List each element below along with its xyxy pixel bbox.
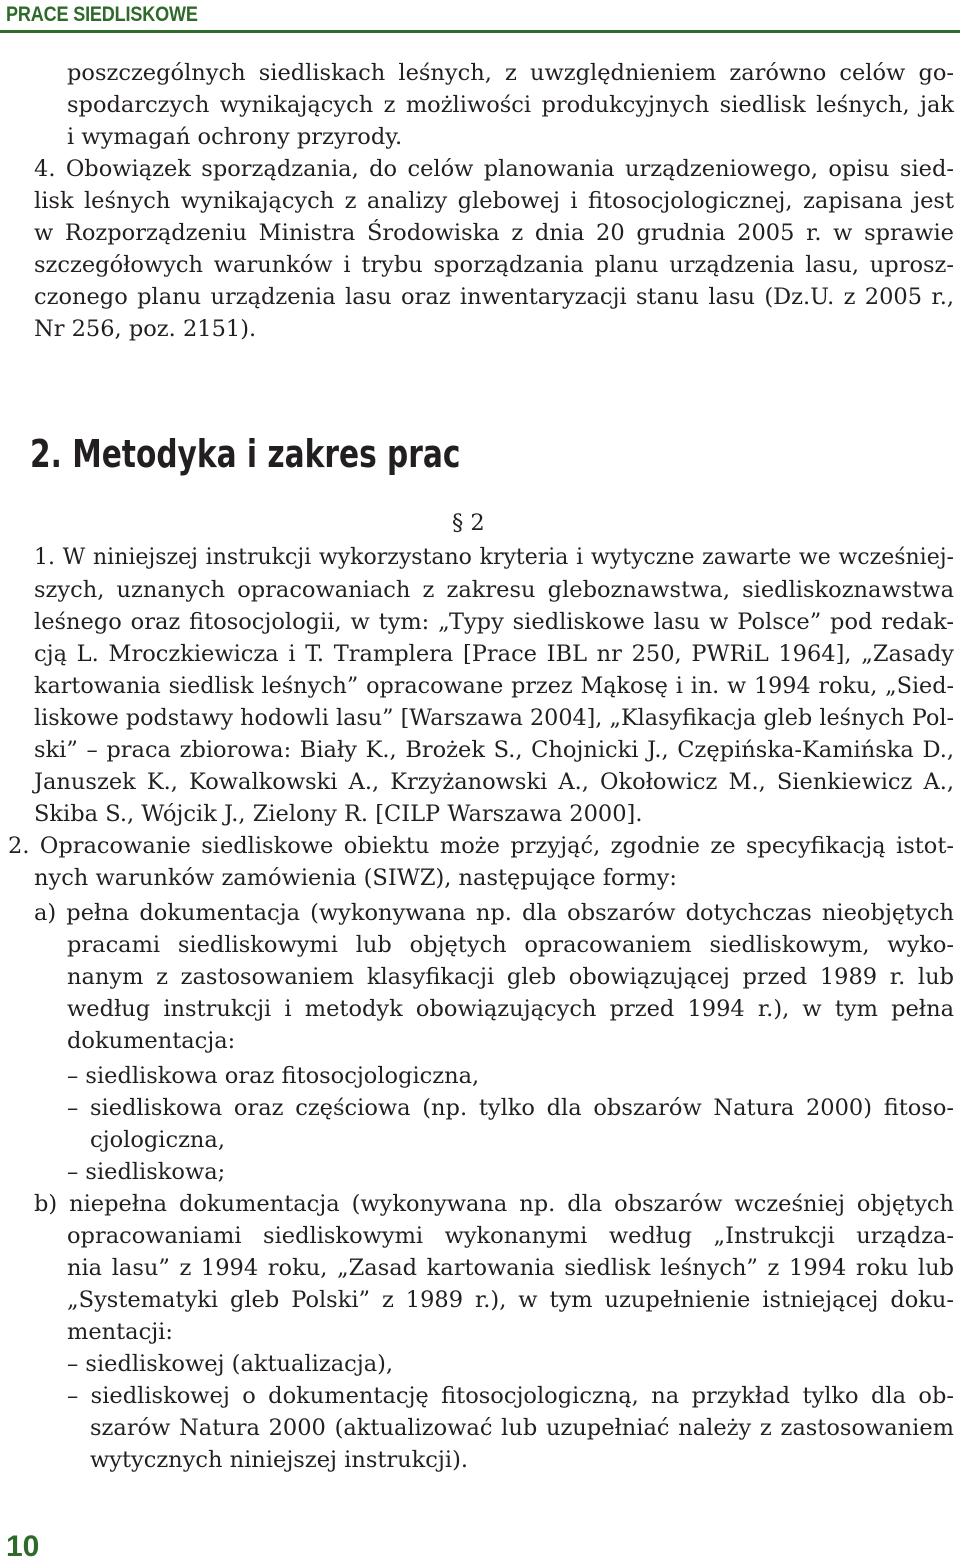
text-line: liskowe podstawy hodowli lasu” [Warszawa 2004], „Klasyfikacja gleb leśnych Pol- bbox=[34, 705, 954, 731]
text-line: według instrukcji i metodyk obowiązujących przed 1994 r.), w tym pełna bbox=[67, 996, 954, 1022]
text-line: nia lasu” z 1994 roku, „Zasad kartowania siedlisk leśnych” z 1994 roku lub bbox=[67, 1255, 954, 1281]
text-line: pracami siedliskowymi lub objętych opracowaniem siedliskowym, wyko- bbox=[67, 932, 954, 958]
text-line: kartowania siedlisk leśnych” opracowane przez Mąkosę i in. w 1994 roku, „Sied- bbox=[34, 673, 954, 699]
text-line: poszczególnych siedliskach leśnych, z uwzględnieniem zarówno celów go- bbox=[67, 60, 954, 86]
text-line: nych warunków zamówienia (SIWZ), następujące formy: bbox=[34, 865, 677, 891]
section-label: PRACE SIEDLISKOWE bbox=[6, 3, 198, 26]
list-item-a: a) pełna dokumentacja (wykonywana np. dla obszarów dotychczas nieobjętych bbox=[34, 900, 954, 926]
text-line: Januszek K., Kowalkowski A., Krzyżanowski A., Okołowicz M., Sienkiewicz A., bbox=[34, 769, 954, 795]
text-line: wytycznych niniejszej instrukcji). bbox=[90, 1447, 468, 1473]
text-line: czonego planu urządzenia lasu oraz inwentaryzacji stanu lasu (Dz.U. z 2005 r., bbox=[34, 284, 954, 310]
dash-item: – siedliskowej (aktualizacja), bbox=[67, 1351, 394, 1377]
text-line: nanym z zastosowaniem klasyfikacji gleb obowiązującej przed 1989 r. lub bbox=[67, 964, 954, 990]
text-line: szarów Natura 2000 (aktualizować lub uzupełniać należy z zastosowaniem bbox=[90, 1415, 954, 1441]
text-line: spodarczych wynikających z możliwości produkcyjnych siedlisk leśnych, jak bbox=[67, 92, 954, 118]
dash-item: – siedliskowa; bbox=[67, 1159, 226, 1185]
dash-item: – siedliskowa oraz fitosocjologiczna, bbox=[67, 1063, 480, 1089]
paragraph-marker: § 2 bbox=[452, 510, 485, 536]
list-item-b: b) niepełna dokumentacja (wykonywana np. dla obszarów wcześniej objętych bbox=[34, 1191, 954, 1217]
text-line: szych, uznanych opracowaniach z zakresu gleboznawstwa, siedliskoznawstwa bbox=[34, 577, 954, 603]
text-line: Nr 256, poz. 2151). bbox=[34, 316, 257, 342]
text-line: Skiba S., Wójcik J., Zielony R. [CILP Warszawa 2000]. bbox=[34, 801, 643, 827]
text-line: leśnego oraz fitosocjologii, w tym: „Typy siedliskowe lasu w Polsce” pod redak- bbox=[34, 609, 954, 635]
page-header bbox=[0, 0, 960, 36]
text-line: cjologiczna, bbox=[90, 1127, 225, 1153]
dash-item: – siedliskowej o dokumentację fitosocjologiczną, na przykład tylko dla ob- bbox=[67, 1383, 954, 1409]
text-line: szczegółowych warunków i trybu sporządzania planu urządzenia lasu, uprosz- bbox=[34, 252, 954, 278]
list-item-2: 2. Opracowanie siedliskowe obiektu może przyjąć, zgodnie ze specyfikacją istot- bbox=[8, 833, 954, 859]
text-line: opracowaniami siedliskowymi wykonanymi według „Instrukcji urządza- bbox=[67, 1223, 954, 1249]
header-rule bbox=[0, 30, 960, 33]
list-item-4: 4. Obowiązek sporządzania, do celów planowania urządzeniowego, opisu sied- bbox=[34, 156, 954, 182]
text-line: dokumentacja: bbox=[67, 1028, 236, 1054]
list-item-1: 1. W niniejszej instrukcji wykorzystano kryteria i wytyczne zawarte we wcześniej- bbox=[34, 545, 954, 570]
text-line: w Rozporządzeniu Ministra Środowiska z dnia 20 grudnia 2005 r. w sprawie bbox=[34, 220, 954, 246]
text-line: i wymagań ochrony przyrody. bbox=[67, 124, 403, 150]
section-heading: 2. Metodyka i zakres prac bbox=[30, 432, 461, 476]
dash-item: – siedliskowa oraz częściowa (np. tylko dla obszarów Natura 2000) fitoso- bbox=[67, 1095, 954, 1121]
text-line: „Systematyki gleb Polski” z 1989 r.), w tym uzupełnienie istniejącej doku- bbox=[67, 1287, 954, 1313]
text-line: ski” – praca zbiorowa: Biały K., Brożek S., Chojnicki J., Czępińska-Kamińska D., bbox=[34, 737, 954, 763]
text-line: cją L. Mroczkiewicza i T. Tramplera [Prace IBL nr 250, PWRiL 1964], „Zasady bbox=[34, 641, 954, 667]
text-line: lisk leśnych wynikających z analizy glebowej i fitosocjologicznej, zapisana jest bbox=[34, 188, 954, 214]
page-number: 10 bbox=[6, 1530, 40, 1563]
text-line: mentacji: bbox=[67, 1319, 173, 1345]
